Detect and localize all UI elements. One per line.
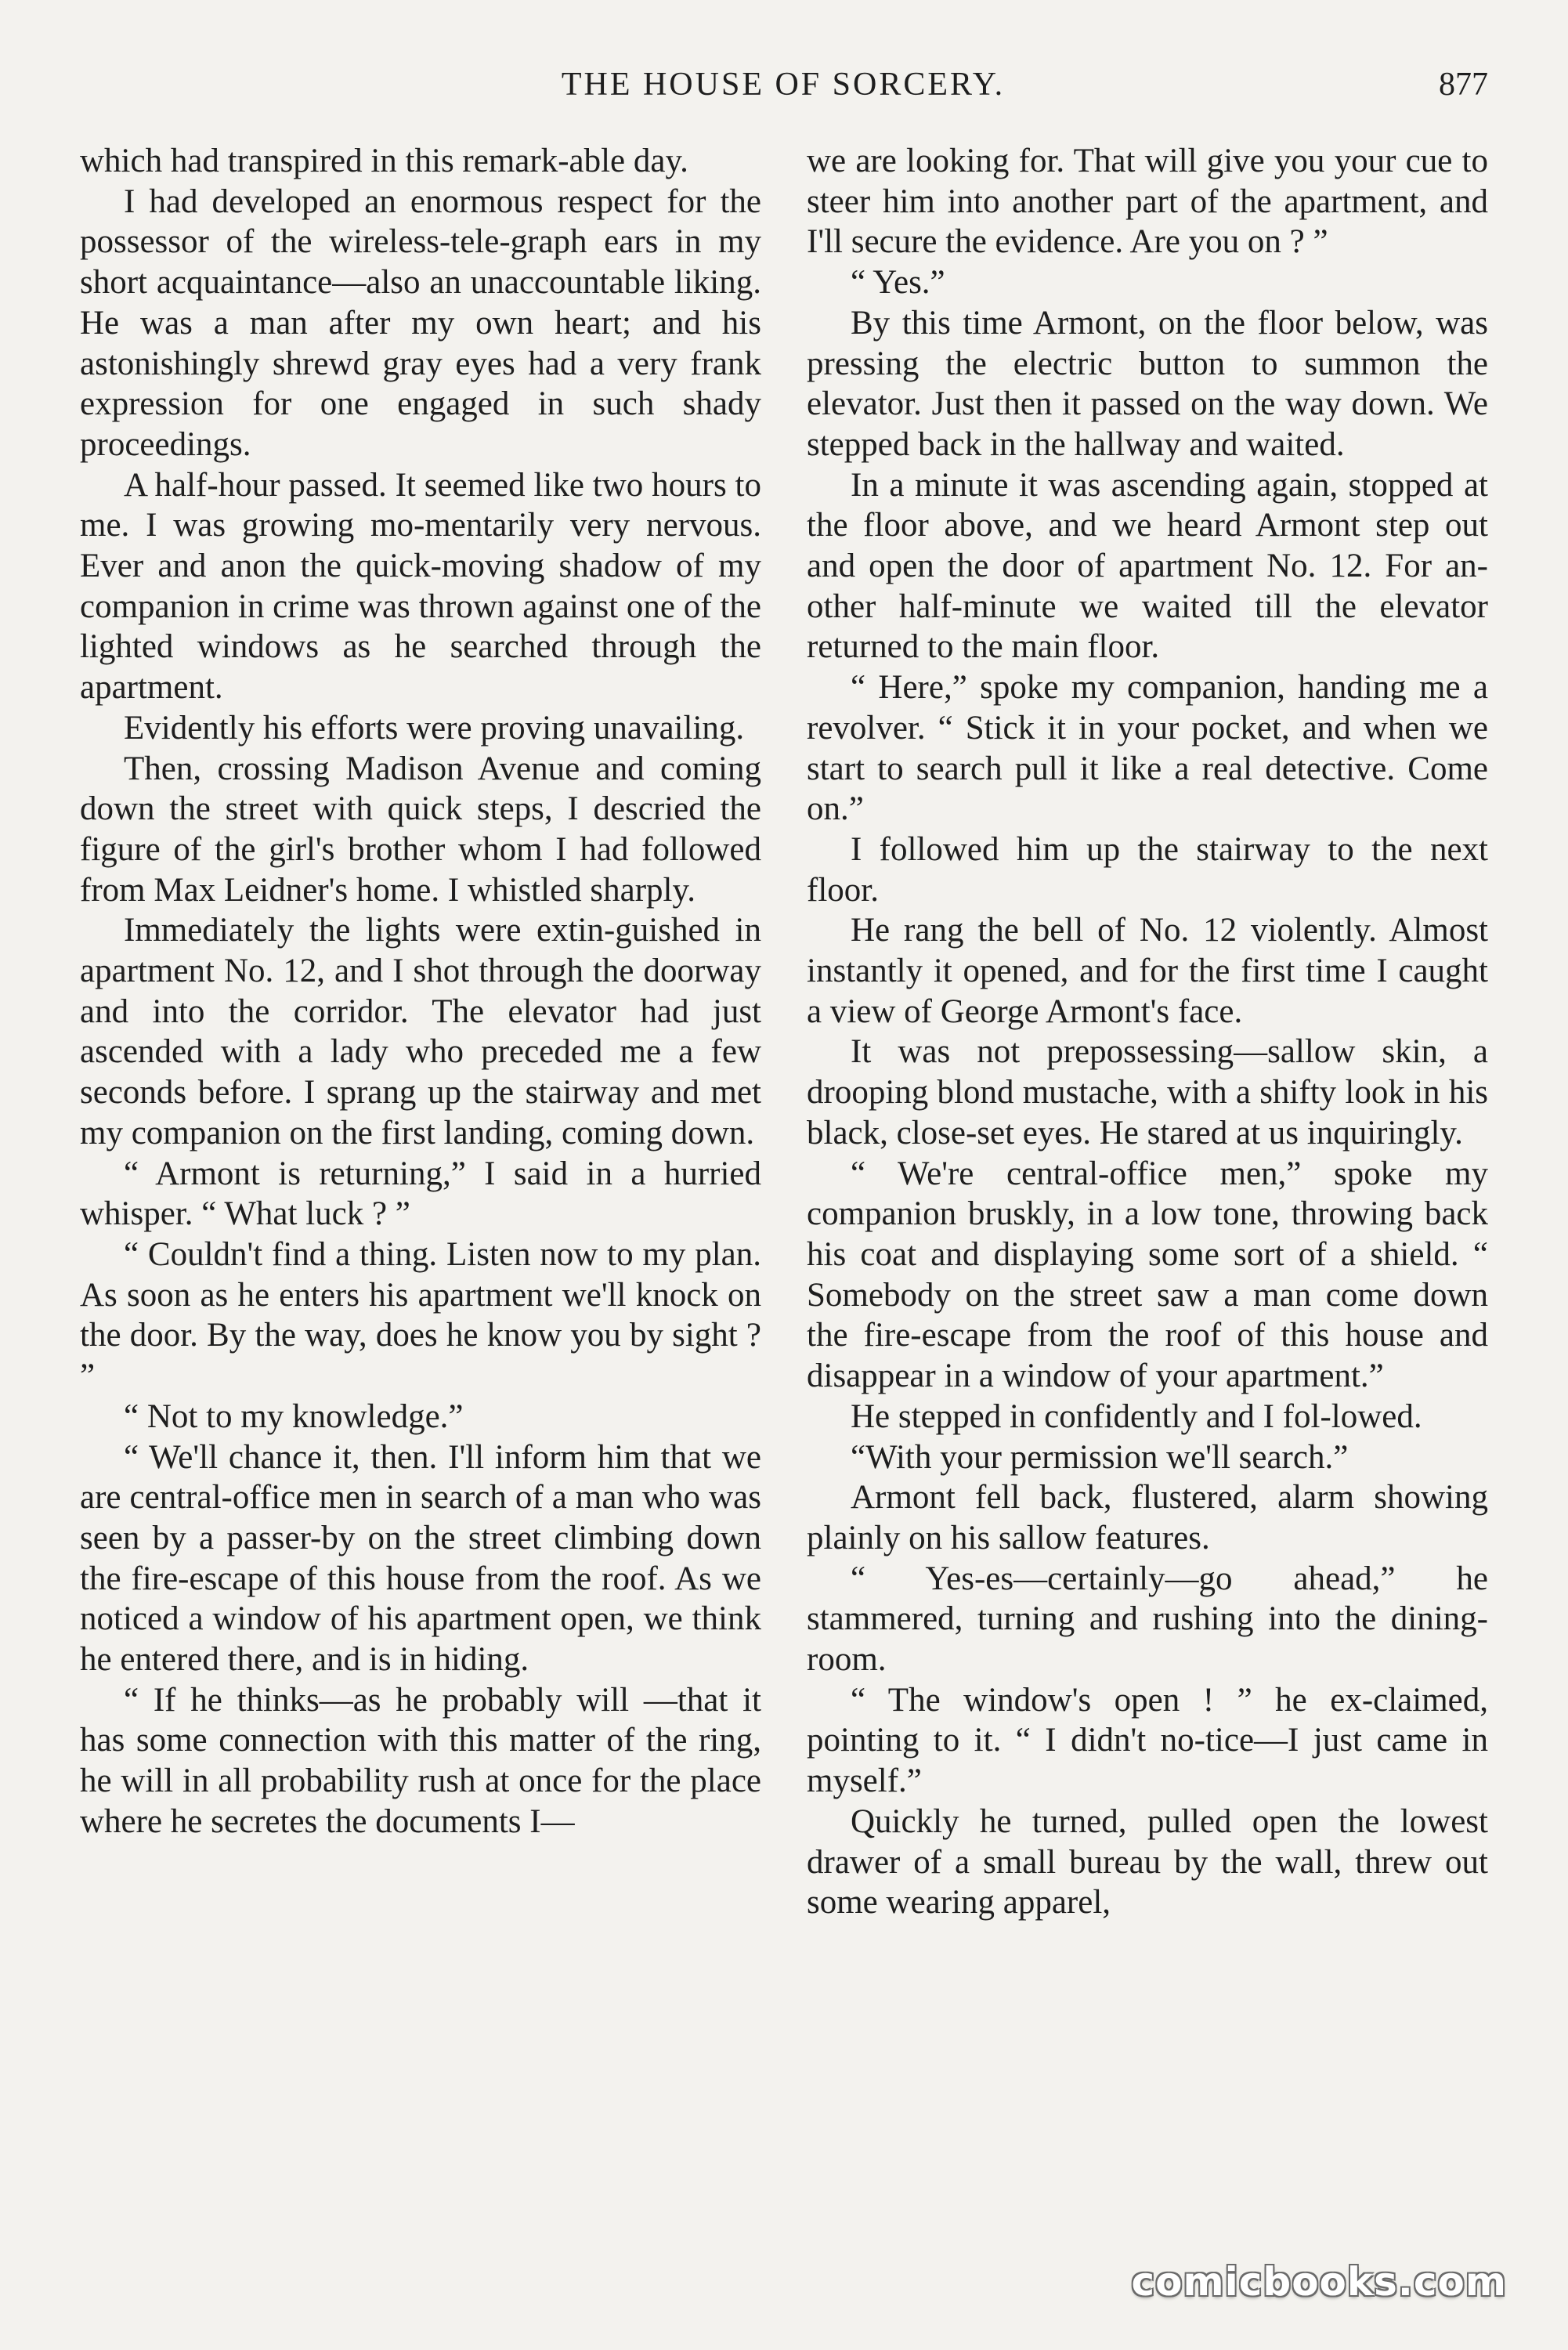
paragraph: “ Not to my knowledge.” xyxy=(124,1397,464,1435)
paragraph: “ If he thinks—as he probably will —that it has some connection with this matter of the ring, he will in all probability rush at once for the place where he secretes the documents I— xyxy=(80,1681,761,1840)
paragraph: Armont fell back, flustered, alarm showing plainly on his sallow features. xyxy=(807,1479,1488,1556)
paragraph: which had transpired in this remark-able day. xyxy=(80,143,688,179)
paragraph: “ We're central-office men,” spoke my companion bruskly, in a low tone, throwing back his coat and displaying some sort of a shield. “ Somebody on the street saw a man come down the fire-escape from the roof of this house and disappear in a window of your apartment.” xyxy=(807,1155,1488,1395)
paragraph: In a minute it was ascending again, stopped at the floor above, and we heard Armont step out and open the door of apartment No. 12. For an-other half-minute we waited till the elevator returned to the main floor. xyxy=(807,466,1488,666)
page-number: 877 xyxy=(1439,67,1488,103)
paragraph: I had developed an enormous respect for the possessor of the wireless-tele-graph ears in my short acquaintance—also an unaccountable liking. He was a man after my own heart; and his astonishingly shrewd gray eyes had a very frank expression for one engaged in such shady proceedings. xyxy=(80,183,761,463)
paragraph: “ Yes.” xyxy=(851,264,945,302)
paragraph: A half-hour passed. It seemed like two hours to me. I was growing mo-mentarily very nervous. Ever and anon the quick-moving shadow of my companion in crime was thrown against one of the lighted windows as he searched through the apartment. xyxy=(80,466,761,707)
paragraph: “ Armont is returning,” I said in a hurried whisper. “ What luck ? ” xyxy=(80,1155,761,1233)
paragraph: It was not prepossessing—sallow skin, a drooping blond mustache, with a shifty look in his black, close-set eyes. He stared at us inquiringly. xyxy=(807,1033,1488,1152)
paragraph: “ The window's open ! ” he ex-claimed, pointing to it. “ I didn't no-tice—I just came in myself.” xyxy=(807,1681,1488,1800)
running-header xyxy=(78,61,1488,108)
paragraph: “ Couldn't find a thing. Listen now to my plan. As soon as he enters his apartment we'll knock on the door. By the way, does he know you by sight ? ” xyxy=(80,1235,761,1395)
paragraph: we are looking for. That will give you your cue to steer him into another part of the apartment, and I'll secure the evidence. Are you on ? ” xyxy=(807,143,1488,261)
watermark-logo: comicbooks.com xyxy=(1131,2259,1507,2305)
paragraph: “ Yes-es—certainly—go ahead,” he stammered, turning and rushing into the dining-room. xyxy=(807,1560,1488,1679)
paragraph: Then, crossing Madison Avenue and coming down the street with quick steps, I descried the figure of the girl's brother whom I had followed from Max Leidner's home. I whistled sharply. xyxy=(80,750,761,909)
paragraph: Evidently his efforts were proving unavailing. xyxy=(124,709,745,747)
paragraph: “ Here,” spoke my companion, handing me a revolver. “ Stick it in your pocket, and when we start to search pull it like a real detective. Come on.” xyxy=(807,669,1488,828)
left-column xyxy=(80,141,761,1842)
paragraph: I followed him up the stairway to the next floor. xyxy=(807,830,1488,909)
paragraph: Quickly he turned, pulled open the lowest drawer of a small bureau by the wall, threw out some wearing apparel, xyxy=(807,1802,1488,1922)
paragraph: He rang the bell of No. 12 violently. Almost instantly it opened, and for the first time I caught a view of George Armont's face. xyxy=(807,912,1488,1030)
paragraph: He stepped in confidently and I fol-lowed. xyxy=(851,1397,1422,1435)
right-column xyxy=(807,141,1488,1923)
paragraph: Immediately the lights were extin-guished in apartment No. 12, and I shot through the doorway and into the corridor. The elevator had just ascended with a lady who preceded me a few seconds before. I sprang up the stairway and met my companion on the first landing, coming down. xyxy=(80,912,761,1152)
paragraph: “With your permission we'll search.” xyxy=(851,1438,1349,1476)
paragraph: By this time Armont, on the floor below, was pressing the electric button to summon the elevator. Just then it passed on the way down. We stepped back in the hallway and waited. xyxy=(807,304,1488,463)
paragraph: “ We'll chance it, then. I'll inform him that we are central-office men in search of a man who was seen by a passer-by on the street climbing down the fire-escape of this house from the roof. As we noticed a window of his apartment open, we think he entered there, and is in hiding. xyxy=(80,1438,761,1679)
running-title: THE HOUSE OF SORCERY. xyxy=(561,67,1006,103)
